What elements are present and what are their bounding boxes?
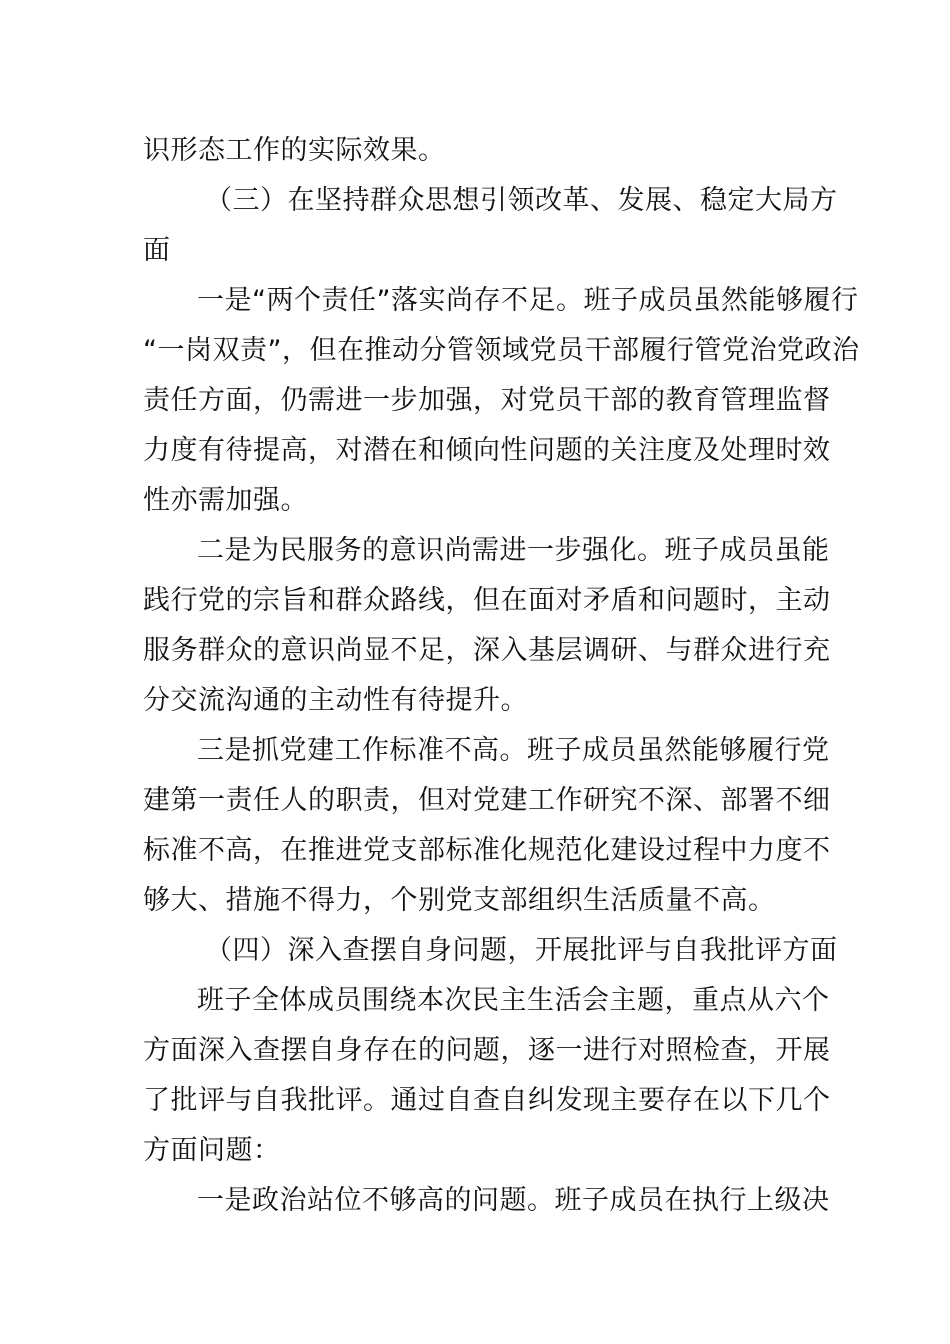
paragraph-line: 建第一责任人的职责，但对党建工作研究不深、部署不细 (143, 785, 831, 816)
document-body (143, 126, 860, 1226)
section-heading-3: （三）在坚持群众思想引领改革、发展、稳定大局方 (205, 185, 838, 216)
paragraph-line: 责任方面，仍需进一步加强，对党员干部的教育管理监督 (143, 385, 831, 416)
paragraph-line: 力度有待提高，对潜在和倾向性问题的关注度及处理时效 (143, 435, 831, 466)
paragraph-line: 标准不高，在推进党支部标准化规范化建设过程中力度不 (143, 835, 831, 866)
paragraph-line: 三是抓党建工作标准不高。班子成员虽然能够履行党 (197, 735, 830, 766)
paragraph-line: 服务群众的意识尚显不足，深入基层调研、与群众进行充 (143, 635, 831, 666)
paragraph-line: 分交流沟通的主动性有待提升。 (143, 685, 528, 716)
section-heading-4: （四）深入查摆自身问题，开展批评与自我批评方面 (205, 935, 838, 966)
paragraph-line: 性亦需加强。 (143, 485, 308, 516)
paragraph-line: 践行党的宗旨和群众路线，但在面对矛盾和问题时，主动 (143, 585, 831, 616)
paragraph-line: 方面深入查摆自身存在的问题，逐一进行对照检查，开展 (143, 1035, 831, 1066)
section-heading-3-continued: 面 (143, 235, 171, 266)
paragraph-line: 一是“两个责任”落实尚存不足。班子成员虽然能够履行 (197, 285, 859, 316)
paragraph-line: 够大、措施不得力，个别党支部组织生活质量不高。 (143, 885, 776, 916)
paragraph-line: “一岗双责”，但在推动分管领域党员干部履行管党治党政治 (143, 335, 860, 366)
paragraph-line: 一是政治站位不够高的问题。班子成员在执行上级决 (197, 1185, 830, 1216)
paragraph-line: 了批评与自我批评。通过自查自纠发现主要存在以下几个 (143, 1085, 831, 1116)
paragraph-line: 二是为民服务的意识尚需进一步强化。班子成员虽能 (197, 535, 830, 566)
paragraph-line: 班子全体成员围绕本次民主生活会主题，重点从六个 (197, 985, 830, 1016)
paragraph-line: 方面问题： (143, 1135, 281, 1166)
paragraph-line: 识形态工作的实际效果。 (143, 135, 446, 166)
